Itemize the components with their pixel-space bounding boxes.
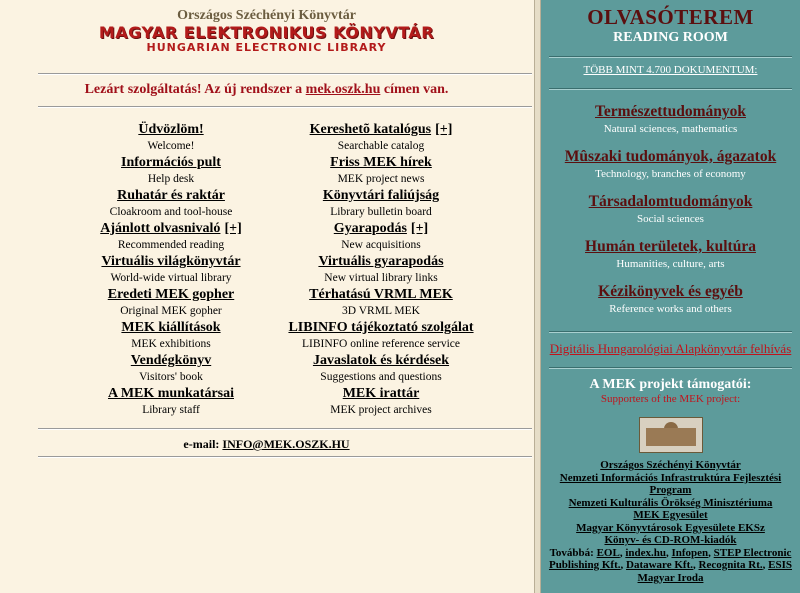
suggestions-link[interactable]: Javaslatok és kérdések (312, 353, 450, 368)
divider-line (549, 88, 792, 90)
virtual-library-link[interactable]: Virtuális világkönyvtár (101, 254, 241, 269)
new-acquisitions-link[interactable]: Gyarapodás (333, 221, 407, 236)
menu-item (256, 385, 506, 418)
category-social-sciences (541, 194, 800, 227)
menu-item-subtitle: MEK exhibitions (131, 338, 211, 350)
project-news-link[interactable]: Friss MEK hírek (330, 155, 432, 170)
menu-item (256, 253, 506, 286)
help-desk-link[interactable]: Információs pult (121, 155, 221, 170)
acquisitions-plus-link[interactable]: [+] (410, 221, 429, 236)
menu-item (86, 154, 256, 187)
digital-hungarology-link[interactable]: Digitális Hungarológiai Alapkönyvtár felhívás (549, 341, 792, 356)
category-technology (541, 149, 800, 182)
menu-item-subtitle: Cloakroom and tool-house (109, 206, 233, 218)
searchable-catalog-link[interactable]: Kereshetõ katalógus (309, 122, 432, 137)
archives-link[interactable]: MEK irattár (342, 386, 420, 401)
index-hu-link[interactable]: index.hu (625, 546, 666, 559)
menu-row (86, 352, 506, 385)
document-count: TÖBB MINT 4.700 DOKUMENTUM: (583, 64, 758, 76)
menu-item (86, 352, 256, 385)
mek-gopher-link[interactable]: Eredeti MEK gopher (107, 287, 235, 302)
menu-item-subtitle: Help desk (147, 173, 195, 185)
esis-link[interactable]: ESIS Magyar Iroda (637, 559, 793, 584)
menu-item (256, 121, 506, 154)
staff-link[interactable]: A MEK munkatársai (107, 386, 234, 401)
menu-item (256, 319, 506, 352)
tovabba-label: Továbbá: (549, 546, 597, 559)
reading-room-subtitle: READING ROOM (613, 30, 728, 45)
supporter-link[interactable]: Könyv- és CD-ROM-kiadók (604, 534, 737, 546)
menu-row (86, 220, 506, 253)
infopen-link[interactable]: Infopen (671, 546, 709, 559)
site-title: MAGYAR ELEKTRONIKUS KÖNYVTÁR (98, 23, 435, 42)
exhibitions-link[interactable]: MEK kiállítások (121, 320, 221, 335)
category-reference (541, 284, 800, 317)
menu-row (86, 319, 506, 352)
menu-item-subtitle: World-wide virtual library (110, 272, 232, 284)
menu-item-subtitle: 3D VRML MEK (342, 305, 420, 317)
social-sciences-link[interactable]: Társadalomtudományok (588, 193, 753, 210)
category-subtitle: Natural sciences, mathematics (603, 123, 738, 135)
divider-line (38, 456, 532, 458)
menu-row (86, 121, 506, 154)
category-subtitle: Reference works and others (609, 303, 732, 315)
reference-works-link[interactable]: Kézikönyvek és egyéb (598, 283, 743, 300)
technology-link[interactable]: Mûszaki tudományok, ágazatok (564, 148, 777, 165)
step-link[interactable]: STEP Electronic Publishing Kft. (548, 546, 792, 571)
email-link[interactable]: INFO@MEK.OSZK.HU (222, 437, 350, 451)
menu-item-subtitle: Visitors' book (139, 371, 203, 383)
menu-item (86, 319, 256, 352)
supporter-link[interactable]: Magyar Könyvtárosok Egyesülete EKSz (576, 521, 765, 534)
menu-item (256, 154, 506, 187)
menu-item-subtitle: LIBINFO online reference service (301, 338, 461, 350)
menu-item (86, 385, 256, 418)
eol-link[interactable]: EOL (596, 546, 620, 559)
guestbook-link[interactable]: Vendégkönyv (130, 353, 212, 368)
supporter-link[interactable]: Nemzeti Információs Infrastruktúra Fejlesztési Program (559, 471, 782, 496)
menu-row (86, 253, 506, 286)
divider-line (38, 106, 532, 108)
menu-item (86, 187, 256, 220)
menu-row (86, 187, 506, 220)
email-line (0, 437, 533, 452)
supporters-list: Országos Széchényi Könyvtár Nemzeti Információs Infrastruktúra Fejlesztési Program Nemzeti Kulturális Örökség Minisztériuma MEK Egyesület Magyar Könyvtárosok Egyesülete EKSz Könyv- és CD-ROM-kiadók Továbbá: EOL, index.hu, Infopen, STEP Electronic Publishing Kft., Dataware Kft., Recognita Rt., ESIS Magyar Iroda (548, 459, 793, 584)
library-name: Országos Széchényi Könyvtár (177, 8, 356, 23)
notice-suffix: címen van. (380, 82, 449, 97)
welcome-link[interactable]: Üdvözlöm! (138, 122, 204, 137)
menu-item (256, 286, 506, 319)
closed-service-notice (0, 82, 533, 98)
divider-line (549, 56, 792, 58)
menu-row (86, 385, 506, 418)
supporter-link[interactable]: Nemzeti Kulturális Örökség Minisztériuma (568, 496, 773, 509)
site-title-english: HUNGARIAN ELECTRONIC LIBRARY (146, 41, 387, 54)
divider-line (38, 73, 532, 75)
library-building-logo[interactable] (639, 417, 703, 453)
menu-row (86, 154, 506, 187)
supporter-link[interactable]: Országos Széchényi Könyvtár (600, 459, 741, 471)
menu-item-subtitle: New virtual library links (324, 272, 438, 284)
menu-item (86, 220, 256, 253)
menu-row (86, 286, 506, 319)
notice-prefix: Lezárt szolgáltatás! Az új rendszer a (84, 82, 306, 97)
supporter-link[interactable]: MEK Egyesület (633, 509, 708, 521)
menu-item (256, 352, 506, 385)
menu-item-subtitle: MEK project news (337, 173, 425, 185)
menu-item (86, 253, 256, 286)
humanities-link[interactable]: Humán területek, kultúra (585, 238, 756, 255)
category-natural-sciences (541, 104, 800, 137)
recognita-link[interactable]: Recognita Rt. (698, 559, 763, 571)
email-label: e-mail: (183, 437, 223, 451)
reading-room-title: OLVASÓTEREM (587, 5, 754, 29)
category-subtitle: Social sciences (637, 213, 704, 225)
category-humanities (541, 239, 800, 272)
category-subtitle: Technology, branches of economy (595, 168, 746, 180)
menu-item (256, 220, 506, 253)
divider-line (38, 428, 532, 430)
reading-room-panel (541, 0, 800, 593)
menu-grid (86, 121, 506, 418)
divider-line (549, 331, 792, 333)
supporters-title: A MEK projekt támogatói: (589, 377, 752, 392)
recommended-reading-link[interactable]: Ajánlott olvasnivaló (100, 221, 221, 236)
menu-item (86, 286, 256, 319)
frame-divider[interactable] (534, 0, 541, 593)
menu-item-subtitle: Library staff (142, 404, 200, 416)
menu-item-subtitle: New acquisitions (341, 239, 421, 251)
supporters-subtitle: Supporters of the MEK project: (600, 393, 741, 405)
menu-item-subtitle: Welcome! (147, 140, 195, 152)
menu-item-subtitle: Searchable catalog (337, 140, 425, 152)
natural-sciences-link[interactable]: Természettudományok (595, 103, 746, 120)
menu-item-subtitle: Library bulletin board (330, 206, 432, 218)
dataware-link[interactable]: Dataware Kft. (626, 559, 693, 571)
menu-item (256, 187, 506, 220)
vrml-mek-link[interactable]: Térhatású VRML MEK (309, 287, 453, 302)
new-system-link[interactable]: mek.oszk.hu (305, 82, 381, 97)
menu-item-subtitle: MEK project archives (330, 404, 432, 416)
divider-line (549, 367, 792, 369)
menu-item-subtitle: Suggestions and questions (320, 371, 442, 383)
libinfo-link[interactable]: LIBINFO tájékoztató szolgálat (288, 320, 474, 335)
menu-item (86, 121, 256, 154)
bulletin-board-link[interactable]: Könyvtári faliújság (322, 188, 440, 203)
menu-item-subtitle: Original MEK gopher (120, 305, 222, 317)
cloakroom-link[interactable]: Ruhatár és raktár (117, 188, 225, 203)
category-subtitle: Humanities, culture, arts (616, 258, 725, 270)
virtual-acquisitions-link[interactable]: Virtuális gyarapodás (318, 254, 444, 269)
catalog-plus-link[interactable]: [+] (435, 122, 453, 137)
menu-item-subtitle: Recommended reading (117, 239, 225, 251)
reading-plus-link[interactable]: [+] (224, 221, 242, 236)
